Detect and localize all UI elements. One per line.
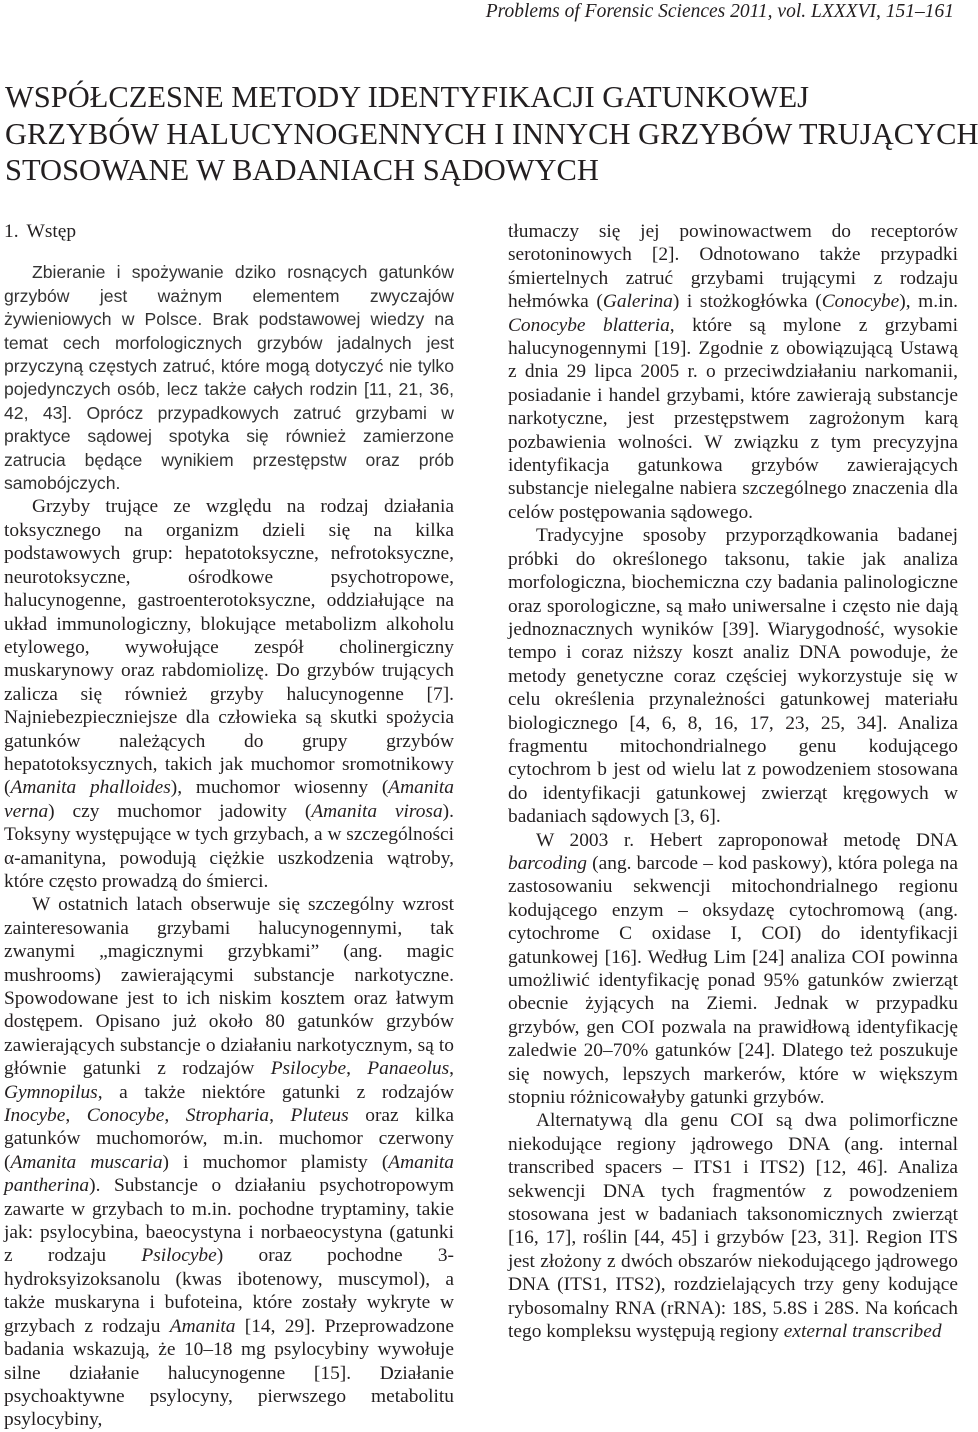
title-line: WSPÓŁCZESNE METODY IDENTYFIKACJI GATUNKOWEJ	[5, 80, 809, 114]
title-line: GRZYBÓW HALUCYNOGENNYCH I INNYCH GRZYBÓW TRUJĄCYCH	[5, 116, 978, 151]
right-column	[508, 220, 959, 1343]
article-title	[5, 79, 978, 189]
paragraph: Alternatywą dla genu COI są dwa polimorficzne niekodujące regiony jądrowego DNA (ang. internal transcribed spacers – ITS1 i ITS2) [12, 46]. Analiza sekwencji DNA tych fragmentów z powodzeniem stosowana jest w badaniach taksonomicznych zwierząt [16, 17], roślin [44, 45] i grzybów [23, 31]. Region ITS jest złożony z dwóch obszarów niekodującego jądrowego DNA (ITS1, ITS2), rozdzielających trzy geny kodujące rybosomalny RNA (rRNA): 18S, 5.8S i 28S. Na końcach tego kompleksu występują regiony external transcribed	[508, 1110, 958, 1343]
section-title: Wstęp	[26, 221, 77, 242]
paragraph: W 2003 r. Hebert zaproponował metodę DNA barcoding (ang. barcode – kod paskowy), która polega na zastosowaniu sekwencji mitochondrialnego regionu kodującego enzym – oksydazę cytochromową (ang. cytochrome C oxidase I, COI) do identyfikacji gatunkowej [16]. Według Lim [24] analiza COI powinna umożliwić identyfikację ponad 95% gatunków zwierząt obecnie żyjących na Ziemi. Jednak w przypadku grzybów, gen COI pozwala na prawidłową identyfikację zaledwie 20–70% gatunków [24]. Dlatego też poszukuje się nowych, lepszych markerów, które w większym stopniu różnicowałyby gatunki grzybów.	[508, 829, 958, 1109]
paragraph: tłumaczy się jej powinowactwem do receptorów serotoninowych [2]. Odnotowano także przypadki śmiertelnych zatruć grzybami trującymi z rodzaju hełmówka (Galerina) i stożkogłówka (Conocybe), m.in. Conocybe blatteria, które są mylone z grzybami halucynogennymi [19]. Zgodnie z obowiązującą Ustawą z dnia 29 lipca 2005 r. o przeciwdziałaniu narkomanii, posiadanie i handel grzybami, które zawierają substancje narkotyczne, jest przestępstwem zagrożonym karą pozbawienia wolności. W związku z tym precyzyjna identyfikacja gatunkowa grzybów zawierających substancje nielegalne nabiera szczególnego znaczenia dla celów postępowania sądowego.	[508, 221, 959, 523]
section-heading	[4, 220, 454, 243]
paragraph: Zbieranie i spożywanie dziko rosnących gatunków grzybów jest ważnym elementem zwyczajów żywieniowych w Polsce. Brak podstawowej wiedzy na temat cech morfologicznych grzybów jadalnych jest przyczyną częstych zatruć, które mogą dotyczyć nie tylko pojedynczych osób, lecz także całych rodzin [11, 21, 36, 42, 43]. Oprócz przypadkowych zatruć grzybami w praktyce sądowej spotyka się również zamierzone zatrucia będące wynikiem przestępstw oraz prób samobójczych.	[4, 262, 454, 494]
running-head: Problems of Forensic Sciences 2011, vol. LXXXVI, 151–161	[485, 1, 954, 22]
title-line: STOSOWANE W BADANIACH SĄDOWYCH	[5, 153, 599, 187]
paragraph: Grzyby trujące ze względu na rodzaj działania toksycznego na organizm dzieli się na kilka podstawowych grup: hepatotoksyczne, nefrotoksyczne, neurotoksyczne, ośrodkowe psychotropowe, halucynogenne, gastroenterotoksyczne, oddziałujące na układ immunologiczny, blokujące metabolizm alkoholu etylowego, wywołujące zespół cholinergiczny muskarynowy oraz rabdomiolizę. Do grzybów trujących zalicza się również grzyby halucynogenne [7]. Najniebezpieczniejsze dla człowieka są skutki spożycia gatunków należących do grupy grzybów hepatotoksycznych, takich jak muchomor sromotnikowy (Amanita phalloides), muchomor wiosenny (Amanita verna) czy muchomor jadowity (Amanita virosa). Toksyny występujące w tych grzybach, a w szczególności α-amanityna, powodują ciężkie uszkodzenia wątroby, które często prowadzą do śmierci.	[4, 496, 454, 892]
left-column	[4, 220, 455, 1431]
paragraph: Tradycyjne sposoby przyporządkowania badanej próbki do określonego taksonu, takie jak analiza morfologiczna, biochemiczna czy badania palinologiczne oraz sporologiczne, są mało uniwersalne i często nie dają jednoznacznych wyników [39]. Wiarygodność, wysokie tempo i coraz niższy koszt analiz DNA powoduje, że metody genetyczne coraz częściej wykorzystuje się w celu określenia przynależności gatunkowej materiału biologicznego [4, 6, 8, 16, 17, 23, 25, 34]. Analiza fragmentu mitochondrialnego genu kodującego cytochrom b jest od wielu lat z powodzeniem stosowana do identyfikacji gatunkowej zwierząt kręgowych w badaniach sądowych [3, 6].	[508, 525, 958, 828]
section-number: 1.	[4, 221, 19, 242]
paragraph: W ostatnich latach obserwuje się szczególny wzrost zainteresowania grzybami halucynogennymi, tak zwanymi „magicznymi grzybkami” (ang. magic mushrooms) zawierającymi substancje narkotyczne. Spowodowane jest to ich niskim kosztem oraz łatwym dostępem. Opisano już około 80 gatunków grzybów zawierających substancje o działaniu narkotycznym, są to głównie gatunki z rodzajów Psilocybe, Panaeolus, Gymnopilus, a także niektóre gatunki z rodzajów Inocybe, Conocybe, Stropharia, Pluteus oraz kilka gatunków muchomorów, m.in. muchomor czerwony (Amanita muscaria) i muchomor plamisty (Amanita pantherina). Substancje o działaniu psychotropowym zawarte w grzybach to m.in. pochodne tryptaminy, takie jak: psylocybina, baeocystyna i norbaeocystyna (gatunki z rodzaju Psilocybe) oraz pochodne 3-hydroksyizoksanolu (kwas ibotenowy, muscymol), a także muskaryna i bufoteina, które zostały wykryte w grzybach z rodzaju Amanita [14, 29]. Przeprowadzone badania wskazują, że 10–18 mg psylocybiny wywołuje silne działanie halucynogenne [15]. Działanie psychoaktywne psylocyny, pierwszego metabolitu psylocybiny,	[4, 894, 455, 1431]
